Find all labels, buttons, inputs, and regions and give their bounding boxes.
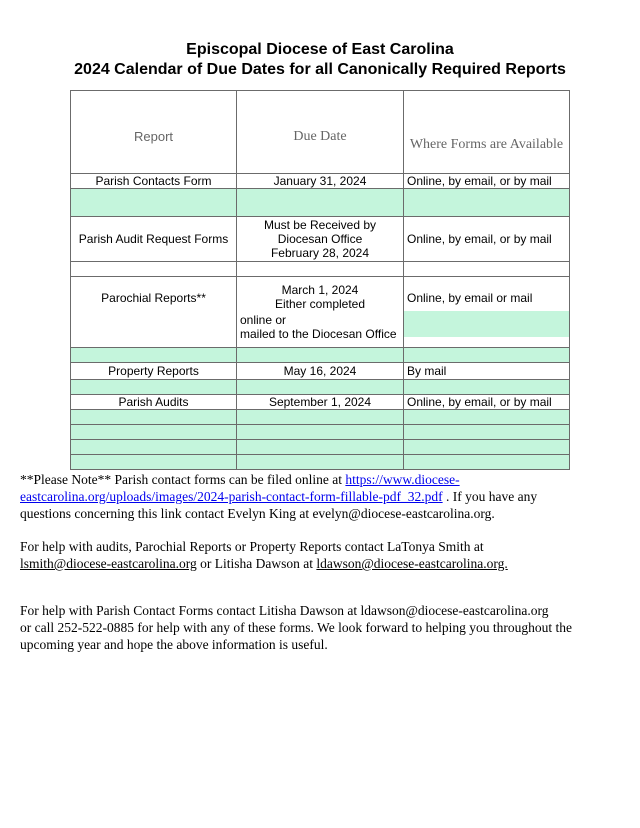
note-text: upcoming year and hope the above information is useful. <box>20 637 328 652</box>
due-date: May 16, 2024 <box>237 363 404 380</box>
spacer-row <box>71 262 570 277</box>
document-subtitle: 2024 Calendar of Due Dates for all Canonically Required Reports <box>74 61 566 78</box>
spacer-row <box>71 455 570 470</box>
note-text: or Litisha Dawson at <box>196 556 317 571</box>
spacer-row <box>71 189 570 217</box>
document-title: Episcopal Diocese of East Carolina <box>186 41 454 58</box>
due-dates-table <box>70 90 570 470</box>
ldawson-email-link[interactable]: ldawson@diocese-eastcarolina.org. <box>316 556 508 571</box>
due-date: January 31, 2024 <box>237 174 404 189</box>
table-header-row <box>71 91 570 174</box>
column-header-due-date: Due Date <box>237 91 404 174</box>
report-name: Parochial Reports** <box>71 277 237 348</box>
due-date-line: Diocesan Office <box>277 232 363 246</box>
report-name: Parish Contacts Form <box>71 174 237 189</box>
due-date-line: Must be Received by <box>263 218 377 232</box>
note-text: . If you have any <box>442 489 538 504</box>
note-text: For help with audits, Parochial Reports or Property Reports contact LaTonya Smith at <box>20 539 484 554</box>
note-paragraph-audits-help <box>20 538 620 572</box>
contact-form-link[interactable]: https://www.diocese- <box>345 472 460 487</box>
spacer-row <box>71 440 570 455</box>
note-text: For help with Parish Contact Forms contact Litisha Dawson at ldawson@diocese-eastcarolina.org <box>20 603 549 618</box>
table-row <box>71 363 570 380</box>
table-row <box>71 277 570 348</box>
table-row <box>71 395 570 410</box>
spacer-row <box>71 410 570 425</box>
note-paragraph-contact-forms <box>20 471 620 522</box>
green-fill <box>404 311 569 337</box>
column-header-report: Report <box>71 91 237 174</box>
due-date: September 1, 2024 <box>237 395 404 410</box>
where-available: Online, by email, or by mail <box>404 217 570 262</box>
spacer-row <box>71 425 570 440</box>
due-date <box>237 217 404 262</box>
lsmith-email-link[interactable]: lsmith@diocese-eastcarolina.org <box>20 556 197 571</box>
where-available-text: Online, by email or mail <box>407 291 533 305</box>
spacer-row <box>71 380 570 395</box>
where-available: Online, by email, or by mail <box>404 395 570 410</box>
table-row <box>71 174 570 189</box>
due-date-line: mailed to the Diocesan Office <box>240 327 397 341</box>
table-row <box>71 217 570 262</box>
where-available <box>404 277 570 348</box>
report-name: Property Reports <box>71 363 237 380</box>
due-date <box>237 277 404 348</box>
report-name: Parish Audits <box>71 395 237 410</box>
due-date-line: online or <box>240 313 287 327</box>
column-header-where-available: Where Forms are Available <box>404 91 570 174</box>
spacer-row <box>71 348 570 363</box>
note-paragraph-contact-help <box>20 602 620 653</box>
report-name: Parish Audit Request Forms <box>71 217 237 262</box>
due-date-line: Either completed <box>274 297 366 311</box>
contact-form-link-continued[interactable]: eastcarolina.org/uploads/images/2024-parish-contact-form-fillable-pdf_32.pdf <box>20 489 443 504</box>
where-available: Online, by email, or by mail <box>404 174 570 189</box>
due-date-line: February 28, 2024 <box>270 246 370 260</box>
note-text: **Please Note** Parish contact forms can be filed online at <box>20 472 346 487</box>
note-text: or call 252-522-0885 for help with any of these forms. We look forward to helping you throughout the <box>20 620 573 635</box>
due-date-line: March 1, 2024 <box>281 283 359 297</box>
note-text: questions concerning this link contact Evelyn King at evelyn@diocese-eastcarolina.org. <box>20 506 495 521</box>
where-available: By mail <box>404 363 570 380</box>
